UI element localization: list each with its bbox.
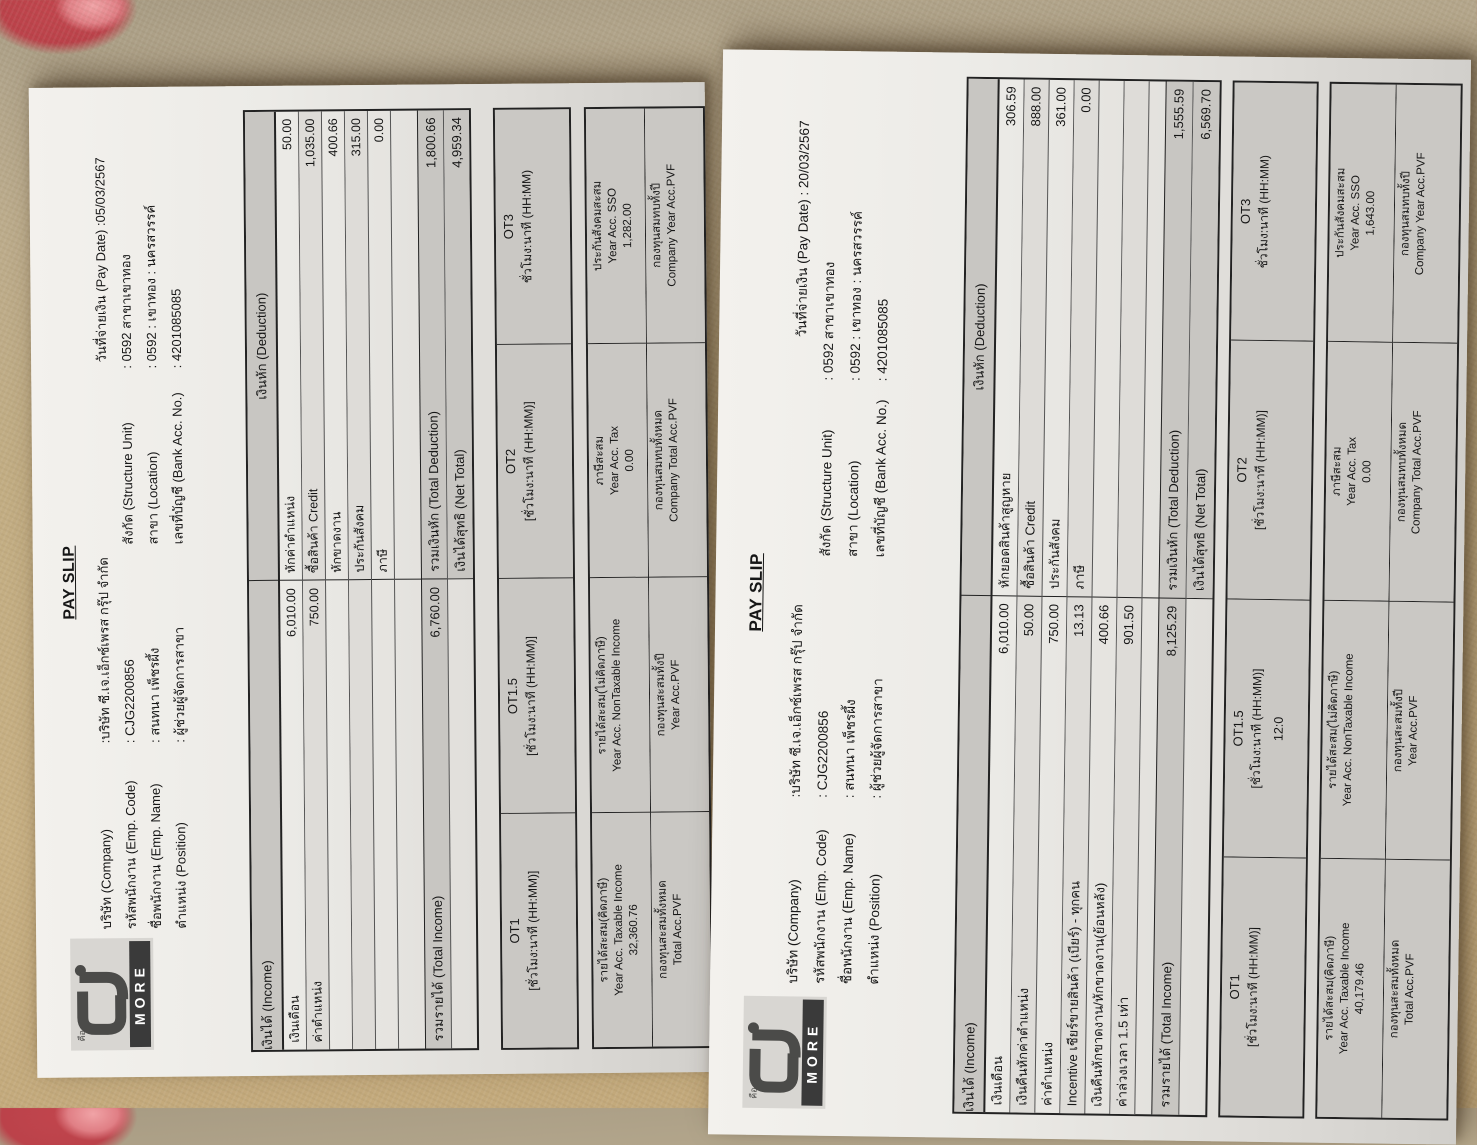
income-item-amount bbox=[326, 581, 348, 588]
deduction-item-label: หักค่าตำแหน่ง bbox=[283, 495, 298, 574]
deduction-item-label: หักขาดงาน bbox=[329, 511, 344, 573]
info-emp-code bbox=[116, 545, 144, 930]
info-label: ตำแหน่ง (Position) bbox=[173, 822, 190, 929]
info-value: : สนทนา เพ็ชรผึ้ง bbox=[841, 699, 859, 799]
accum-label-thai: รายได้สะสม(ไม่คิดภาษี) bbox=[1326, 670, 1341, 789]
employee-info-block bbox=[91, 544, 194, 929]
accum-label-thai: กองทุนสะสมทั้งปี bbox=[1392, 688, 1406, 773]
net-total-label: เงินได้สุทธิ (Net Total) bbox=[1191, 468, 1209, 592]
accumulation-table bbox=[1315, 82, 1462, 1121]
income-item-amount: 6,010.00 bbox=[995, 603, 1012, 655]
accum-cell bbox=[1382, 859, 1450, 1118]
accum-cell bbox=[649, 577, 709, 812]
info-company bbox=[91, 545, 119, 930]
info-label: รหัสพนักงาน (Emp. Code) bbox=[122, 780, 140, 930]
accum-cell bbox=[1393, 85, 1461, 343]
accum-value bbox=[685, 814, 701, 1044]
income-item-label: ค่าล่วงเวลา 1.5 เท่า bbox=[1114, 996, 1131, 1108]
ot-title: OT3 bbox=[1237, 198, 1254, 225]
total-deduction-amount: 1,555.59 bbox=[1170, 88, 1187, 140]
net-total-label: เงินได้สุทธิ (Net Total) bbox=[451, 449, 468, 572]
accum-cell bbox=[1324, 341, 1392, 600]
accum-label-english: Year Acc. Tax bbox=[608, 425, 622, 496]
payslip-document-1 bbox=[29, 82, 714, 1078]
info-label: สังกัด (Structure Unit) bbox=[818, 429, 835, 557]
payslip-header bbox=[730, 74, 966, 1114]
ot-subtitle: ชั่วโมง:นาที (HH:MM) bbox=[1256, 154, 1272, 269]
info-value: : 0592 : เขาทอง : นครสวรรค์ bbox=[142, 204, 160, 369]
branch-info-block bbox=[785, 74, 900, 557]
info-position bbox=[860, 557, 893, 985]
income-item-amount bbox=[372, 580, 394, 587]
info-label: วันที่จ่ายเงิน (Pay Date) bbox=[794, 199, 812, 338]
accum-label-english: Year Acc.PVF bbox=[669, 659, 683, 731]
accum-cell bbox=[588, 342, 648, 577]
accum-label-thai: รายได้สะสม(คิดภาษี) bbox=[1323, 935, 1337, 1041]
deduction-item-amount: 0.00 bbox=[371, 117, 387, 143]
deduction-item-label: ภาษี bbox=[1071, 564, 1087, 590]
info-value: : 4201085085 bbox=[874, 298, 891, 382]
accum-value bbox=[1420, 604, 1438, 858]
ot-title: OT1 bbox=[1226, 974, 1243, 1000]
income-item-label: Incentive เชียร์ขายสินค้า (เบียร์) - ทุกคน bbox=[1064, 880, 1083, 1107]
accum-label-english: Year Acc. NonTaxable Income bbox=[610, 618, 624, 772]
logo-sub-label: คือ bbox=[748, 1087, 759, 1099]
info-emp-name bbox=[141, 544, 169, 929]
accumulation-table bbox=[584, 106, 713, 1049]
ot-cell bbox=[1220, 857, 1306, 1117]
info-value: : ผู้ช่วยผู้จัดการสาขา bbox=[868, 678, 886, 799]
accum-label-thai: ภาษีสะสม bbox=[1330, 446, 1344, 496]
accum-label-english: Total Acc.PVF bbox=[671, 893, 685, 966]
info-label: วันที่จ่ายเงิน (Pay Date) bbox=[92, 229, 110, 363]
ot-cell bbox=[497, 343, 573, 578]
ot-title: OT1.5 bbox=[1230, 710, 1246, 747]
accum-cell bbox=[647, 342, 707, 577]
info-value: :บริษัท ซี.เจ.เอ็กซ์เพรส กรุ๊ป จำกัด bbox=[95, 557, 113, 744]
accum-value bbox=[1427, 87, 1445, 341]
info-position bbox=[166, 544, 194, 929]
accum-value: 1,282.00 bbox=[621, 203, 635, 249]
deduction-item-label: ภาษี bbox=[375, 548, 390, 573]
income-item-amount: 400.66 bbox=[1095, 604, 1112, 645]
info-value: : CJG2200856 bbox=[121, 659, 138, 744]
ot-cell bbox=[1224, 598, 1310, 858]
deduction-item-amount: 50.00 bbox=[279, 118, 295, 151]
ot-subtitle: [ชั่วโมง:นาที (HH:MM)] bbox=[523, 635, 539, 757]
deduction-item-label: ซื้อสินค้า Credit bbox=[306, 488, 321, 574]
accum-label-thai: กองทุนสมทบทั้งปี bbox=[1399, 171, 1413, 257]
payslip-document-2 bbox=[708, 49, 1471, 1144]
income-item-amount: 50.00 bbox=[1020, 603, 1037, 637]
accum-cell bbox=[1328, 84, 1396, 342]
accum-label-thai: ภาษีสะสม bbox=[593, 435, 607, 486]
payslip-header bbox=[51, 110, 251, 1054]
deduction-item-label: ประกันสังคม bbox=[352, 504, 367, 573]
ot-subtitle: ชั่วโมง:นาที (HH:MM) bbox=[519, 169, 535, 284]
net-total-amount: 6,569.70 bbox=[1197, 88, 1214, 140]
info-value: : 4201085085 bbox=[168, 288, 185, 369]
info-value: : 0592 สาขาเขาทอง bbox=[118, 254, 135, 369]
income-item-amount: 13.13 bbox=[1070, 604, 1087, 638]
accum-cell bbox=[1321, 600, 1389, 859]
accum-label-english: Company Total Acc.PVF bbox=[1410, 410, 1425, 535]
info-value: : CJG2200856 bbox=[814, 710, 831, 798]
accum-label-thai: กองทุนสมทบทั้งหมด bbox=[652, 409, 666, 511]
info-label: ชื่อพนักงาน (Emp. Name) bbox=[839, 833, 857, 985]
income-item-amount: 901.50 bbox=[1120, 604, 1137, 645]
deduction-item-amount: 1,035.00 bbox=[302, 118, 318, 168]
income-header: เงินได้ (Income) bbox=[954, 595, 990, 1112]
accum-label-english: Company Year Acc.PVF bbox=[665, 163, 679, 287]
info-label: รหัสพนักงาน (Emp. Code) bbox=[812, 829, 830, 984]
ot-title: OT1.5 bbox=[504, 678, 521, 715]
income-header: เงินได้ (Income) bbox=[249, 580, 282, 1050]
info-label: สาขา (Location) bbox=[845, 460, 862, 558]
info-label: บริษัท (Company) bbox=[785, 879, 802, 984]
accum-label-english: Year Acc. SSO bbox=[1349, 175, 1363, 251]
accum-label-thai: กองทุนสมทบทั้งหมด bbox=[1395, 421, 1409, 523]
accum-label-english: Company Total Acc.PVF bbox=[667, 398, 681, 522]
info-label: สาขา (Location) bbox=[144, 451, 161, 545]
total-income-amount: 6,760.00 bbox=[427, 586, 443, 638]
ot-subtitle: [ชั่วโมง:นาที (HH:MM)] bbox=[1252, 410, 1269, 531]
accum-value bbox=[1416, 863, 1434, 1117]
deduction-item-label: ซื้อสินค้า Credit bbox=[1021, 500, 1038, 589]
deduction-item-amount: 306.59 bbox=[1003, 86, 1019, 127]
ot-table bbox=[1218, 80, 1318, 1118]
info-value: : 0592 : เขาทอง : นครสวรรค์ bbox=[847, 210, 865, 382]
deduction-item-label: ประกันสังคม bbox=[1046, 518, 1063, 590]
ot-cell bbox=[501, 812, 577, 1047]
income-item-label: เงินคืนหักขาดงาน/หักขาดงาน(ย้อนหลัง) bbox=[1089, 882, 1108, 1107]
ot-value bbox=[545, 581, 562, 811]
accum-value: 1,643.00 bbox=[1364, 190, 1378, 236]
accum-value bbox=[624, 580, 640, 810]
ot-value: 12:0 bbox=[1271, 716, 1286, 742]
ot-value bbox=[1266, 861, 1285, 1115]
deduction-item-label: หักยอดสินค้าสูญหาย bbox=[996, 472, 1014, 589]
cj-logo-icon bbox=[745, 999, 802, 1106]
accum-cell bbox=[651, 811, 711, 1046]
income-item-label bbox=[376, 1042, 398, 1049]
accum-label-english: Company Year Acc.PVF bbox=[1414, 152, 1428, 276]
ot-subtitle: [ชั่วโมง:นาที (HH:MM)] bbox=[521, 401, 537, 522]
income-item-label: เงินเดือน bbox=[989, 1055, 1006, 1106]
accum-cell bbox=[1389, 342, 1457, 601]
deduction-item-amount: 361.00 bbox=[1053, 86, 1069, 127]
net-total-amount: 4,959.34 bbox=[448, 117, 465, 168]
info-value: : 0592 สาขาเขาทอง bbox=[820, 261, 838, 381]
accum-value: 0.00 bbox=[1361, 460, 1374, 483]
ot-title: OT2 bbox=[502, 448, 519, 475]
accum-label-english: Total Acc.PVF bbox=[1403, 953, 1417, 1026]
income-item-label: ค่าตำแหน่ง bbox=[310, 980, 326, 1043]
ot-value bbox=[1277, 85, 1296, 339]
info-value: : 20/03/2567 bbox=[796, 120, 813, 196]
deduction-item-label bbox=[1118, 590, 1142, 597]
total-income-label: รวมรายได้ (Total Income) bbox=[429, 895, 447, 1042]
income-item-amount: 6,010.00 bbox=[284, 588, 299, 637]
earnings-deductions-table bbox=[243, 108, 479, 1052]
ot-title: OT2 bbox=[1234, 457, 1250, 483]
income-item-label: เงินเดือน bbox=[287, 995, 303, 1043]
ot-value bbox=[547, 816, 564, 1046]
ot-subtitle: [ชั่วโมง:นาที (HH:MM)] bbox=[1245, 927, 1261, 1048]
accum-label-english: Year Acc. NonTaxable Income bbox=[1341, 653, 1356, 807]
income-item-label bbox=[353, 1042, 375, 1049]
accum-label-thai: รายได้สะสม(คิดภาษี) bbox=[597, 877, 611, 983]
info-value: : สนทนา เพ็ชรผึ้ง bbox=[146, 647, 163, 743]
info-value: :บริษัท ซี.เจ.เอ็กซ์เพรส กรุ๊ป จำกัด bbox=[787, 604, 806, 798]
accum-label-thai: กองทุนสะสมทั้งปี bbox=[654, 653, 668, 737]
deduction-item-amount: 315.00 bbox=[348, 118, 364, 157]
accum-label-english: Year Acc.PVF bbox=[1407, 695, 1421, 767]
accum-label-thai: กองทุนสะสมทั้งหมด bbox=[656, 880, 670, 979]
accum-cell bbox=[1317, 858, 1385, 1117]
info-pay-date bbox=[87, 111, 116, 545]
ot-subtitle: [ชั่วโมง:นาที (HH:MM)] bbox=[1248, 668, 1265, 789]
total-deduction-label: รวมเงินหัก (Total Deduction) bbox=[1164, 429, 1182, 591]
payslip-title: PAY SLIP bbox=[60, 545, 79, 620]
accum-value: 40,179.46 bbox=[1353, 962, 1367, 1015]
accum-value bbox=[681, 345, 697, 575]
info-value: :05/03/2567 bbox=[92, 157, 108, 227]
income-item-amount: 750.00 bbox=[307, 587, 322, 627]
info-bank-account bbox=[866, 75, 900, 557]
accum-value: 0.00 bbox=[623, 449, 637, 472]
info-label: บริษัท (Company) bbox=[98, 828, 115, 930]
accum-value bbox=[1355, 603, 1373, 857]
info-structure-unit bbox=[112, 111, 141, 545]
accum-label-thai: ประกันสังคมสะสม bbox=[1334, 167, 1348, 258]
ot-table bbox=[493, 107, 579, 1050]
accum-value: 32,360.76 bbox=[627, 904, 641, 956]
accum-cell bbox=[586, 109, 646, 343]
accum-value bbox=[683, 580, 699, 810]
info-label: เลขที่บัญชี (Bank Acc. No.) bbox=[169, 392, 186, 545]
accum-label-thai: รายได้สะสม(ไม่คิดภาษี) bbox=[595, 636, 609, 755]
ot-value bbox=[543, 346, 560, 576]
logo-more-label: MORE bbox=[129, 941, 151, 1047]
deduction-item-label bbox=[1093, 590, 1117, 597]
income-item-amount bbox=[349, 581, 371, 588]
ot-cell bbox=[499, 578, 575, 813]
branch-info-block bbox=[87, 111, 191, 545]
payslip-title: PAY SLIP bbox=[745, 553, 767, 632]
accum-value bbox=[679, 110, 695, 340]
info-value: : ผู้ช่วยผู้จัดการสาขา bbox=[171, 626, 188, 743]
cj-more-logo bbox=[742, 996, 827, 1109]
deduction-header: เงินหัก (Deduction) bbox=[253, 292, 270, 400]
total-income-amount: 8,125.29 bbox=[1163, 605, 1180, 657]
total-deduction-amount: 1,800.66 bbox=[422, 117, 439, 169]
accum-label-english: Year Acc. Tax bbox=[1345, 436, 1359, 507]
info-label: สังกัด (Structure Unit) bbox=[119, 422, 136, 545]
ot-cell bbox=[495, 109, 571, 343]
ot-value bbox=[1274, 344, 1293, 598]
info-location bbox=[137, 111, 166, 545]
accum-label-thai: ประกันสังคมสะสม bbox=[591, 180, 605, 272]
deduction-header: เงินหัก (Deduction) bbox=[971, 283, 988, 391]
income-item-label bbox=[330, 1042, 352, 1049]
deduction-item-amount: 400.66 bbox=[325, 118, 341, 157]
ot-value bbox=[541, 111, 558, 341]
income-item-label: เงินคืนหักค่าตำแหน่ง bbox=[1014, 987, 1032, 1106]
ot-subtitle: [ชั่วโมง:นาที (HH:MM)] bbox=[525, 870, 541, 991]
accum-cell bbox=[1386, 601, 1454, 860]
info-label: ตำแหน่ง (Position) bbox=[866, 873, 883, 985]
accum-cell bbox=[590, 577, 650, 812]
deduction-item-amount bbox=[1100, 81, 1124, 88]
total-income-label: รวมรายได้ (Total Income) bbox=[1157, 961, 1175, 1108]
accum-label-thai: กองทุนสมทบทั้งปี bbox=[650, 182, 664, 268]
accum-label-english: Year Acc. Taxable Income bbox=[1338, 922, 1352, 1055]
info-label: เลขที่บัญชี (Bank Acc. No.) bbox=[872, 399, 890, 558]
deduction-item-amount: 0.00 bbox=[1078, 87, 1094, 113]
logo-more-label: MORE bbox=[801, 1000, 823, 1106]
info-label: ชื่อพนักงาน (Emp. Name) bbox=[147, 783, 165, 929]
logo-sub-label: คือ bbox=[76, 1030, 88, 1042]
accum-label-thai: กองทุนสะสมทั้งหมด bbox=[1388, 939, 1402, 1039]
income-item-amount: 750.00 bbox=[1045, 603, 1062, 644]
cj-more-logo bbox=[70, 938, 154, 1051]
ot-cell bbox=[1227, 340, 1313, 600]
employee-info-block bbox=[779, 556, 893, 985]
accum-cell bbox=[592, 812, 652, 1047]
accum-label-english: Year Acc. SSO bbox=[606, 187, 620, 264]
accum-value bbox=[1424, 346, 1442, 600]
info-bank-account bbox=[162, 111, 191, 545]
total-deduction-label: รวมเงินหัก (Total Deduction) bbox=[425, 411, 442, 573]
ot-title: OT1 bbox=[506, 918, 523, 944]
income-item-label: ค่าตำแหน่ง bbox=[1039, 1041, 1056, 1107]
accum-cell bbox=[645, 108, 705, 342]
accum-label-english: Year Acc. Taxable Income bbox=[612, 864, 626, 996]
deduction-item-amount: 888.00 bbox=[1028, 86, 1044, 127]
earnings-deductions-table bbox=[952, 77, 1221, 1117]
ot-cell bbox=[1231, 82, 1317, 341]
deduction-item-amount bbox=[1125, 81, 1149, 88]
cj-logo-icon bbox=[73, 941, 130, 1047]
ot-title: OT3 bbox=[500, 213, 517, 240]
